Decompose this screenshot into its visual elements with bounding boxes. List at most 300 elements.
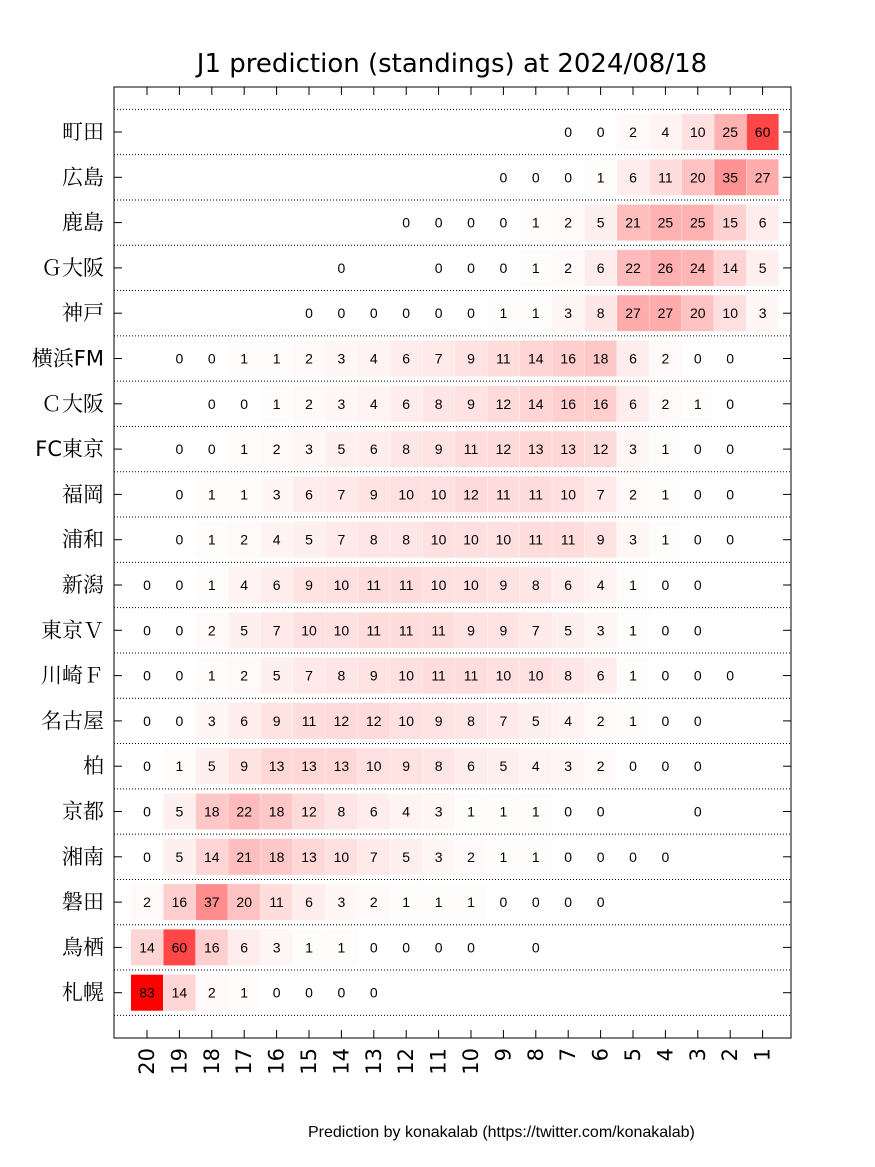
cell-value: 1	[272, 350, 281, 367]
cell-value: 14	[722, 259, 738, 276]
cell-value: 8	[434, 758, 443, 775]
cell-value: 0	[661, 712, 670, 729]
cell-value: 5	[175, 848, 184, 865]
cell-value: 11	[463, 441, 479, 458]
cell-value: 13	[301, 848, 317, 865]
cell-value: 11	[366, 622, 382, 639]
cell-value: 4	[596, 577, 605, 593]
cell-value: 0	[143, 577, 151, 593]
cell-value: 7	[369, 848, 378, 865]
cell-value: 1	[531, 305, 540, 322]
cell-value: 3	[596, 622, 605, 639]
cell-value: 1	[175, 758, 184, 775]
cell-value: 0	[596, 848, 605, 865]
cell-value: 0	[531, 169, 540, 186]
cell-value: 8	[337, 667, 346, 684]
cell-value: 16	[171, 894, 188, 911]
cell-value: 0	[175, 712, 184, 729]
cell-value: 2	[629, 486, 637, 503]
cell-value: 2	[240, 531, 249, 548]
cell-value: 7	[305, 667, 313, 684]
cell-value: 11	[528, 531, 544, 548]
cell-value: 13	[333, 758, 350, 775]
cell-value: 6	[564, 577, 573, 593]
cell-value: 10	[398, 712, 414, 729]
cell-value: 20	[236, 894, 252, 911]
cell-value: 9	[240, 758, 249, 775]
cell-value: 83	[139, 984, 155, 1001]
rank-label: 9	[491, 1048, 516, 1062]
cell-value: 0	[337, 984, 346, 1001]
cell-value: 0	[175, 667, 184, 684]
cell-value: 1	[661, 486, 670, 503]
cell-value: 0	[726, 395, 735, 412]
cell-value: 0	[661, 758, 670, 775]
cell-value: 3	[207, 712, 216, 729]
cell-value: 10	[301, 622, 317, 639]
rank-label: 19	[167, 1048, 192, 1075]
cell-value: 9	[402, 758, 411, 775]
cell-value: 0	[207, 441, 216, 458]
team-label: 鹿島	[62, 210, 104, 235]
cell-value: 2	[596, 712, 605, 729]
cell-value: 0	[564, 124, 573, 140]
cell-value: 3	[337, 395, 346, 412]
rank-label: 2	[718, 1048, 743, 1062]
cell-value: 10	[463, 577, 479, 593]
cell-value: 10	[690, 124, 706, 140]
cell-value: 0	[175, 486, 184, 503]
cell-value: 18	[268, 848, 285, 865]
cell-value: 1	[467, 894, 475, 911]
cell-value: 14	[204, 848, 220, 865]
cell-value: 3	[564, 758, 573, 775]
cell-value: 3	[272, 486, 281, 503]
team-label: Ｃ大阪	[41, 391, 104, 416]
cell-value: 37	[204, 894, 220, 911]
cell-value: 25	[657, 214, 674, 231]
cell-value: 0	[175, 441, 184, 458]
cell-value: 0	[337, 305, 346, 322]
cell-value: 6	[629, 395, 637, 412]
cell-value: 0	[467, 939, 475, 956]
cell-value: 1	[207, 577, 216, 593]
cell-value: 3	[337, 894, 346, 911]
cell-value: 14	[171, 984, 188, 1001]
cell-value: 25	[722, 124, 738, 140]
cell-value: 1	[240, 441, 249, 458]
cell-value: 0	[531, 939, 540, 956]
cell-value: 14	[528, 350, 544, 367]
cell-value: 1	[240, 984, 249, 1001]
cell-value: 10	[398, 667, 414, 684]
cell-value: 11	[463, 667, 479, 684]
cell-value: 1	[207, 486, 216, 503]
cell-value: 6	[369, 441, 378, 458]
rank-axis-labels	[135, 1048, 775, 1075]
cell-value: 2	[305, 350, 313, 367]
cell-value: 1	[207, 667, 216, 684]
team-label: 東京Ｖ	[41, 618, 104, 643]
cell-value: 1	[434, 894, 443, 911]
cell-value: 2	[467, 848, 475, 865]
cell-value: 0	[726, 667, 735, 684]
team-label: 鳥栖	[62, 935, 104, 960]
cell-value: 27	[657, 305, 674, 322]
cell-value: 0	[143, 848, 151, 865]
cell-value: 1	[661, 441, 670, 458]
cell-value: 15	[722, 214, 738, 231]
cell-value: 2	[629, 124, 637, 140]
cell-value: 11	[301, 712, 317, 729]
rank-label: 18	[199, 1048, 224, 1075]
cell-value: 6	[402, 395, 411, 412]
cell-value: 0	[402, 214, 411, 231]
cell-value: 0	[369, 305, 378, 322]
cell-value: 6	[402, 350, 411, 367]
cell-value: 5	[758, 259, 767, 276]
cell-value: 3	[337, 350, 346, 367]
cell-value: 8	[402, 441, 411, 458]
cell-value: 2	[207, 622, 216, 639]
cell-value: 7	[272, 622, 281, 639]
cell-value: 0	[402, 305, 411, 322]
cell-value: 4	[240, 577, 249, 593]
cell-value: 13	[528, 441, 544, 458]
cell-value: 1	[693, 395, 702, 412]
cell-value: 0	[596, 124, 605, 140]
cell-value: 0	[564, 169, 573, 186]
cell-value: 0	[726, 486, 735, 503]
row-separator-lines	[114, 109, 791, 1015]
cell-value: 1	[629, 712, 637, 729]
rank-label: 10	[459, 1048, 483, 1075]
cell-value: 0	[207, 350, 216, 367]
cell-value: 11	[560, 531, 576, 548]
cell-value: 21	[236, 848, 252, 865]
cell-value: 0	[661, 622, 670, 639]
rank-label: 11	[426, 1048, 451, 1075]
cell-value: 6	[305, 894, 313, 911]
cell-value: 0	[693, 350, 702, 367]
cell-value: 3	[272, 939, 281, 956]
cell-value: 7	[434, 350, 443, 367]
cell-value: 0	[207, 395, 216, 412]
cell-value: 1	[240, 350, 249, 367]
cell-value: 1	[629, 622, 637, 639]
cell-value: 10	[398, 486, 414, 503]
cell-value: 16	[204, 939, 220, 956]
cell-value: 10	[495, 531, 512, 548]
rank-label: 1	[750, 1048, 775, 1062]
team-label: 福岡	[62, 482, 104, 507]
cell-value: 1	[499, 803, 508, 820]
cell-value: 2	[240, 667, 249, 684]
cell-value: 7	[337, 486, 346, 503]
rank-label: 4	[653, 1048, 678, 1062]
cell-value: 7	[596, 486, 605, 503]
cell-value: 3	[564, 305, 573, 322]
team-label: 川崎Ｆ	[41, 663, 104, 688]
team-label: 磐田	[62, 890, 104, 915]
cell-value: 0	[143, 803, 151, 820]
cell-value: 12	[495, 395, 512, 412]
cell-value: 10	[430, 531, 447, 548]
cell-value: 11	[496, 486, 511, 503]
cell-value: 60	[171, 939, 188, 956]
cell-value: 22	[625, 259, 641, 276]
team-label: FC東京	[35, 437, 104, 462]
cell-value: 2	[305, 395, 313, 412]
cell-value: 60	[754, 124, 771, 140]
cell-value: 11	[658, 169, 673, 186]
cell-value: 22	[236, 803, 252, 820]
cell-value: 10	[560, 486, 576, 503]
cell-value: 16	[560, 395, 576, 412]
team-label: 浦和	[62, 527, 104, 552]
cell-value: 1	[207, 531, 216, 548]
cell-value: 0	[143, 758, 151, 775]
cell-value: 2	[661, 395, 670, 412]
cell-value: 0	[629, 848, 637, 865]
cell-value: 4	[661, 124, 670, 140]
cell-value: 0	[434, 214, 443, 231]
cell-value: 1	[661, 531, 670, 548]
cell-value: 11	[269, 894, 284, 911]
cell-value: 12	[333, 712, 350, 729]
cell-value: 21	[625, 214, 641, 231]
cell-value: 9	[596, 531, 605, 548]
cell-value: 9	[272, 712, 281, 729]
cell-value: 0	[661, 577, 670, 593]
cell-value: 1	[531, 214, 540, 231]
cell-value: 4	[369, 395, 378, 412]
cell-value: 3	[629, 531, 637, 548]
cell-value: 8	[369, 531, 378, 548]
cell-value: 1	[305, 939, 313, 956]
cell-value: 0	[693, 486, 702, 503]
cell-value: 11	[398, 622, 414, 639]
cell-value: 9	[499, 577, 508, 593]
cell-value: 6	[596, 667, 605, 684]
cell-value: 0	[499, 894, 508, 911]
cell-value: 0	[693, 622, 702, 639]
cell-value: 0	[531, 894, 540, 911]
cell-value: 3	[629, 441, 637, 458]
cell-value: 6	[272, 577, 281, 593]
cell-value: 0	[305, 984, 313, 1001]
cell-value: 0	[402, 939, 411, 956]
cell-value: 6	[629, 169, 637, 186]
cell-value: 3	[434, 848, 443, 865]
cell-value: 9	[467, 622, 475, 639]
cell-value: 0	[143, 667, 151, 684]
cell-value: 2	[596, 758, 605, 775]
team-label: 柏	[83, 754, 104, 779]
cell-value: 0	[726, 531, 735, 548]
cell-value: 1	[467, 803, 475, 820]
cell-value: 0	[564, 894, 573, 911]
cell-value: 12	[463, 486, 479, 503]
cell-value: 0	[434, 939, 443, 956]
cell-value: 5	[596, 214, 605, 231]
cell-value: 10	[333, 577, 350, 593]
cell-value: 11	[431, 667, 446, 684]
cell-value: 7	[531, 622, 540, 639]
cell-value: 0	[467, 214, 475, 231]
cell-value: 0	[693, 712, 702, 729]
cell-value: 20	[690, 169, 706, 186]
cell-value: 1	[531, 259, 540, 276]
cell-value: 0	[499, 169, 508, 186]
cell-value: 2	[207, 984, 216, 1001]
cell-value: 5	[499, 758, 508, 775]
cell-value: 2	[564, 214, 573, 231]
cell-value: 1	[499, 848, 508, 865]
rank-label: 15	[297, 1048, 321, 1075]
cell-value: 0	[143, 622, 151, 639]
team-label: 京都	[62, 799, 104, 824]
cell-value: 14	[139, 939, 155, 956]
cell-value: 16	[560, 350, 576, 367]
cell-value: 11	[528, 486, 544, 503]
cell-value: 10	[430, 486, 447, 503]
cell-value: 0	[564, 848, 573, 865]
cell-value: 11	[366, 577, 382, 593]
cell-value: 16	[592, 395, 609, 412]
cell-value: 4	[531, 758, 540, 775]
cell-value: 8	[434, 395, 443, 412]
rank-label: 17	[232, 1048, 257, 1075]
cell-value: 5	[531, 712, 540, 729]
cell-value: 0	[596, 894, 605, 911]
cell-value: 7	[499, 712, 508, 729]
cell-value: 6	[596, 259, 605, 276]
cell-value: 8	[531, 577, 540, 593]
cell-value: 1	[499, 305, 508, 322]
cell-value: 13	[301, 758, 317, 775]
team-label: Ｇ大阪	[41, 255, 104, 280]
cell-value: 13	[268, 758, 285, 775]
cell-value: 4	[402, 803, 411, 820]
cell-value: 0	[629, 758, 637, 775]
team-label: 札幌	[62, 980, 104, 1005]
cell-value: 9	[467, 350, 475, 367]
cell-value: 8	[467, 712, 475, 729]
cell-value: 0	[175, 622, 184, 639]
cell-value: 0	[499, 259, 508, 276]
rank-label: 3	[685, 1048, 710, 1062]
cell-value: 0	[499, 214, 508, 231]
cell-value: 0	[337, 259, 346, 276]
cell-value: 6	[305, 486, 313, 503]
cell-value: 0	[272, 984, 281, 1001]
cell-value: 24	[690, 259, 706, 276]
cell-value: 0	[175, 577, 184, 593]
cell-value: 6	[758, 214, 767, 231]
cell-value: 0	[726, 441, 735, 458]
cell-value: 1	[402, 894, 411, 911]
cell-value: 10	[366, 758, 382, 775]
cell-value: 18	[268, 803, 285, 820]
cell-value: 8	[596, 305, 605, 322]
cell-value: 9	[369, 667, 378, 684]
cell-value: 5	[175, 803, 184, 820]
cell-value: 1	[596, 169, 605, 186]
cell-value: 9	[499, 622, 508, 639]
cell-value: 13	[560, 441, 576, 458]
cell-value: 0	[661, 667, 670, 684]
rank-label: 8	[523, 1048, 548, 1062]
cell-value: 0	[240, 395, 249, 412]
cell-value: 20	[690, 305, 706, 322]
cell-value: 12	[495, 441, 512, 458]
rank-label: 20	[135, 1048, 159, 1075]
cell-value: 6	[240, 712, 249, 729]
cell-value: 4	[272, 531, 281, 548]
credit-line: Prediction by konakalab (https://twitter.com/konakalab)	[308, 1124, 695, 1141]
cell-value: 4	[369, 350, 378, 367]
cell-value: 0	[369, 984, 378, 1001]
cell-value: 0	[661, 848, 670, 865]
cell-value: 0	[175, 350, 184, 367]
rank-label: 16	[264, 1048, 289, 1075]
cell-value: 6	[369, 803, 378, 820]
cell-value: 10	[722, 305, 738, 322]
cell-value: 6	[467, 758, 475, 775]
cell-value: 0	[467, 259, 475, 276]
cell-value: 0	[693, 667, 702, 684]
cell-value: 1	[337, 939, 346, 956]
cell-value: 10	[463, 531, 479, 548]
cell-value: 0	[693, 441, 702, 458]
team-label: 広島	[62, 165, 104, 190]
cell-value: 10	[528, 667, 544, 684]
team-label: 神戸	[62, 301, 104, 326]
rank-label: 14	[329, 1048, 354, 1075]
cell-value: 18	[592, 350, 609, 367]
cell-value: 0	[434, 259, 443, 276]
cell-value: 5	[564, 622, 573, 639]
team-label: 町田	[62, 120, 104, 144]
cell-value: 6	[629, 350, 637, 367]
cell-value: 1	[240, 486, 249, 503]
cell-value: 2	[661, 350, 670, 367]
cell-value: 1	[272, 395, 281, 412]
cell-value: 18	[204, 803, 220, 820]
rank-label: 7	[556, 1048, 581, 1062]
cell-value: 8	[402, 531, 411, 548]
cell-value: 9	[434, 441, 443, 458]
cell-value: 2	[272, 441, 281, 458]
cell-value: 11	[398, 577, 414, 593]
cell-value: 25	[690, 214, 706, 231]
cell-value: 0	[305, 305, 313, 322]
cell-value: 12	[592, 441, 609, 458]
cell-value: 0	[467, 305, 475, 322]
cell-value: 2	[143, 894, 151, 911]
cell-value: 14	[528, 395, 544, 412]
cell-value: 10	[430, 577, 447, 593]
cell-value: 0	[175, 531, 184, 548]
cell-value: 1	[531, 848, 540, 865]
cell-value: 5	[402, 848, 411, 865]
cell-value: 0	[596, 803, 605, 820]
cell-value: 11	[496, 350, 511, 367]
cell-value: 0	[693, 531, 702, 548]
rank-label: 13	[361, 1048, 386, 1075]
cell-value: 0	[693, 803, 702, 820]
